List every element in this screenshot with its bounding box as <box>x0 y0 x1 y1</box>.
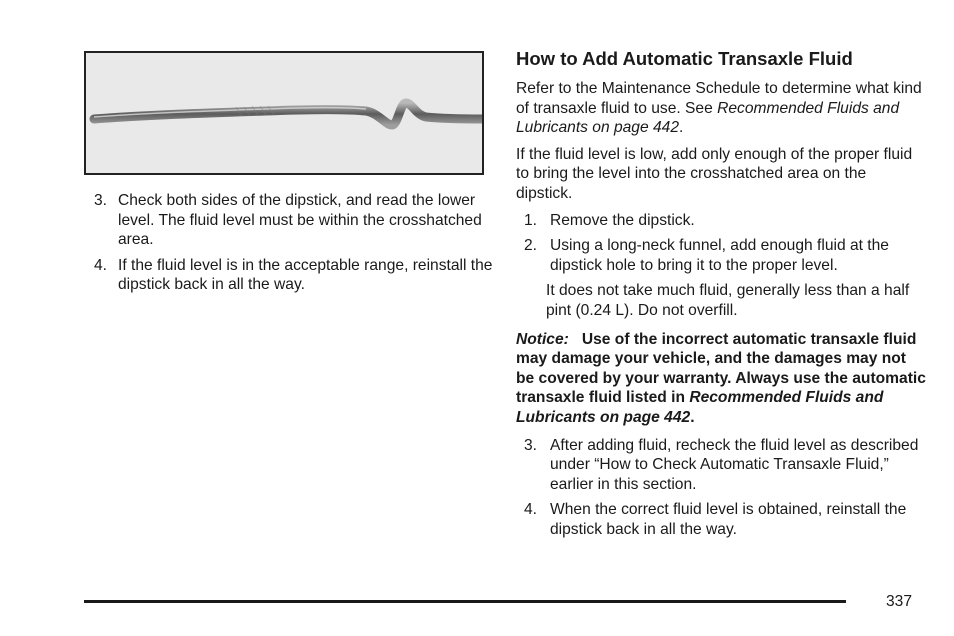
step-number: 4. <box>94 256 108 274</box>
list-item <box>516 236 926 275</box>
dipstick-illustration <box>86 53 482 173</box>
step-text: Check both sides of the dipstick, and read the lower level. The fluid level must be within the crosshatched area. <box>118 192 482 249</box>
paragraph-text: Refer to the Maintenance Schedule to determine what kind of transaxle fluid to use. See <box>516 80 922 117</box>
step-number: 4. <box>524 501 538 519</box>
notice-text: Use of the incorrect automatic transaxle fluid may damage your vehicle, and the damages may not be covered by your warranty. Always use the automatic transaxle fluid listed in <box>516 330 926 407</box>
list-item <box>516 500 926 539</box>
punctuation: . <box>679 119 684 137</box>
step-text: If the fluid level is in the acceptable range, reinstall the dipstick back in all the way. <box>118 256 493 294</box>
step-text: When the correct fluid level is obtained, reinstall the dipstick back in all the way. <box>550 501 907 538</box>
dipstick-figure <box>84 51 484 175</box>
step-number: 3. <box>94 192 108 209</box>
steps-list <box>516 436 926 540</box>
paragraph <box>516 79 926 138</box>
page-number: 337 <box>886 593 913 610</box>
list-item <box>84 191 494 250</box>
footer-rule <box>84 600 846 603</box>
left-column <box>84 191 494 301</box>
right-column <box>516 47 926 545</box>
step-text: Using a long-neck funnel, add enough fluid at the dipstick hole to bring it to the proper level. <box>550 237 889 274</box>
section-heading: How to Add Automatic Transaxle Fluid <box>516 48 853 69</box>
steps-list <box>516 211 926 276</box>
notice-label: Notice: <box>516 330 569 348</box>
cross-reference-link[interactable]: Recommended Fluids and Lubricants on page 442 <box>516 99 900 137</box>
punctuation: . <box>690 408 695 426</box>
step-text: After adding fluid, recheck the fluid level as described under “How to Check Automatic Transaxle Fluid,” earlier in this section. <box>550 436 919 493</box>
list-item <box>84 256 494 295</box>
paragraph: If the fluid level is low, add only enough of the proper fluid to bring the level into the crosshatched area on the dipstick. <box>516 145 913 202</box>
notice-block <box>516 330 926 428</box>
list-item <box>516 211 926 231</box>
step-text: Remove the dipstick. <box>550 211 695 229</box>
left-steps-list <box>84 191 494 295</box>
step-number: 2. <box>524 237 538 255</box>
step-number: 3. <box>524 436 538 454</box>
cross-reference-link[interactable]: Recommended Fluids and Lubricants on page 442 <box>516 389 884 426</box>
list-item <box>516 436 926 495</box>
step-number: 1. <box>524 211 538 229</box>
step-note: It does not take much fluid, generally less than a half pint (0.24 L). Do not overfill. <box>546 282 910 319</box>
